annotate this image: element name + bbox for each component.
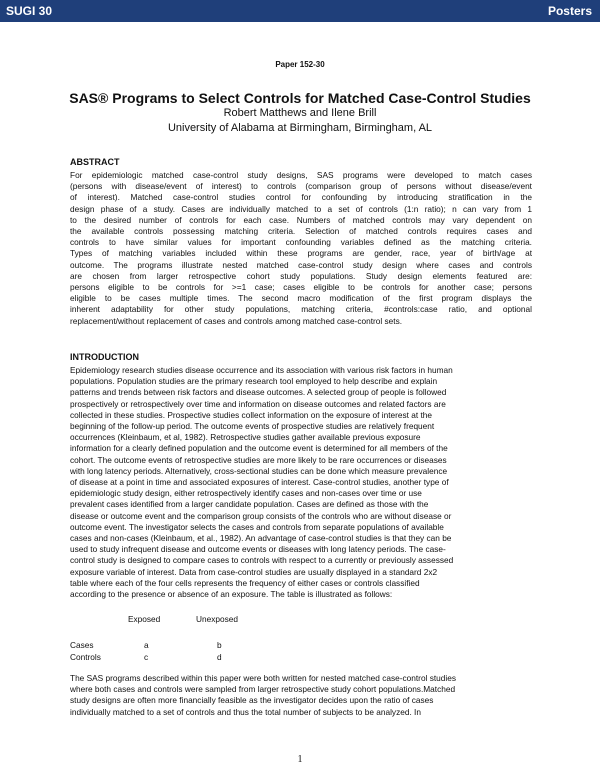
introduction-heading: INTRODUCTION	[70, 352, 139, 362]
abstract-line: to the desired number of controls for each case. Numbers of matched controls may vary dependent on	[70, 214, 532, 225]
introduction-line: patterns and trends between risk factors and disease outcomes. A selected group of people is followed	[70, 387, 447, 398]
abstract-line: (persons with disease/event of interest) to controls (comparison group of persons without disease/event	[70, 181, 532, 192]
closing-body	[70, 673, 532, 718]
introduction-line: prevalent cases identified from a larger candidate population. Cases are defined as those with the	[70, 499, 429, 510]
introduction-line: exposure variable of interest. Data from case-control studies are usually displayed in a standard 2x2	[70, 566, 438, 577]
abstract-heading: ABSTRACT	[70, 157, 120, 167]
header-bar	[0, 0, 600, 22]
abstract-line: are chosen from larger retrospective cohort study populations. Study design elements featured are:	[70, 270, 532, 281]
introduction-line: populations. Population studies are the primary research tool employed to help describe and explain	[70, 376, 438, 387]
abstract-line: design phase of a study. Cases are individually matched to a set of controls (1:n ratio); n can vary from 1	[70, 203, 532, 214]
table-row-controls: Controls	[70, 652, 101, 662]
introduction-line: control study is designed to compare cases to controls with respect to a currently or previously assessed	[70, 555, 454, 566]
introduction-line: Epidemiology research studies disease occurrence and its association with various risk factors in human	[70, 365, 453, 375]
introduction-line: information for a clearly defined population and the outcome event is determined for all members of the	[70, 443, 448, 454]
affiliation: University of Alabama at Birmingham, Birmingham, AL	[167, 122, 433, 134]
closing-line: study designs are often more financially feasible as the investigator decides upon the ratio of cases	[70, 695, 434, 706]
introduction-line: according to the presence or absence of an exposure. The table is illustrated as follows:	[70, 589, 393, 600]
introduction-line: used to study infrequent disease and outcome events or diseases with long latency periods. The case-	[70, 544, 446, 555]
introduction-body	[70, 365, 532, 600]
table-cell-c: c	[144, 652, 149, 662]
closing-line: The SAS programs described within this paper were both written for nested matched case-control studies	[70, 673, 456, 683]
closing-line: individually matched to a set of controls and thus the total number of subjects to be analyzed. In	[70, 706, 421, 717]
section-label: Posters	[547, 4, 592, 18]
introduction-line: epidemiologic study design, either retrospectively identify cases and non-cases over time or use	[70, 488, 422, 499]
authors: Robert Matthews and Ilene Brill	[223, 107, 377, 119]
conference-label: SUGI 30	[6, 4, 53, 18]
abstract-body	[70, 170, 532, 327]
introduction-line: cases and non-cases (Kleinbaum, et al., 1982). An advantage of case-control studies is that they can be	[70, 533, 452, 544]
introduction-line: occurrences (Kleinbaum, et al, 1982). Retrospective studies gather available previous exposure	[70, 432, 421, 443]
closing-line: where both cases and controls were sampled from larger retrospective study cohort populations.Matched	[70, 684, 456, 695]
contingency-table	[70, 614, 370, 674]
abstract-line: eligible to be cases multiple times. The second macro modification of the first program displays the	[70, 293, 532, 304]
introduction-line: with long latency periods. Alternatively, cross-sectional studies can be done which measure prevalence	[70, 465, 448, 476]
introduction-line: collected in these studies. Prospective studies collect information on the exposure of interest at the	[70, 409, 433, 420]
paper-number: Paper 152-30	[275, 60, 325, 69]
paper-title: SAS® Programs to Select Controls for Matched Case-Control Studies	[69, 90, 531, 106]
table-cell-d: d	[217, 652, 222, 662]
abstract-line: the available controls possessing matching criteria. Selection of matched controls requires cases and	[70, 226, 532, 237]
introduction-line: of disease at a point in time and associated exposures of interest. Case-control studies, another type of	[70, 477, 449, 488]
page-number: 1	[297, 754, 303, 765]
abstract-line: persons eligible to be controls for >=1 case; cases eligible to be controls for another case; persons	[70, 282, 532, 293]
introduction-line: table where each of the four cells represents the frequency of either cases or controls classified	[70, 577, 420, 588]
table-header-exposed: Exposed	[128, 614, 161, 624]
table-cell-b: b	[217, 640, 222, 650]
introduction-line: cohort. The outcome events of retrospective studies are more likely to be rare occurrences or diseases	[70, 454, 447, 465]
abstract-line: outcome. The programs illustrate nested matched case-control study design where cases and controls	[70, 259, 532, 270]
table-row-cases: Cases	[70, 640, 94, 650]
abstract-line: of interest). Matched case-control studies control for confounding by introducing stratification in the	[70, 192, 532, 203]
introduction-line: prospectively or retrospectively over time and information on disease outcomes and related factors are	[70, 398, 446, 409]
abstract-line: replacement/without replacement of cases and controls among matched case-control sets.	[70, 315, 403, 326]
introduction-line: beginning of the follow-up period. The outcome events of prospective studies are relatively frequent	[70, 421, 435, 432]
table-header-unexposed: Unexposed	[196, 614, 238, 624]
introduction-line: outcome event. The investigator selects the cases and controls from separate populations of available	[70, 521, 444, 532]
abstract-line: Types of matching variables included within these programs are gender, race, year of birth/age at	[70, 248, 532, 259]
abstract-line: For epidemiologic matched case-control study designs, SAS programs were developed to match cases	[70, 170, 532, 180]
abstract-line: inherent adaptability for other study populations, matching criteria, #controls:case ratio, and optional	[70, 304, 532, 315]
table-cell-a: a	[144, 640, 149, 650]
abstract-line: controls to have similar values for important confounding variables defined as the matching criteria.	[70, 237, 532, 248]
introduction-line: disease or outcome event and the comparison group consists of the controls who are without disease or	[70, 510, 452, 521]
